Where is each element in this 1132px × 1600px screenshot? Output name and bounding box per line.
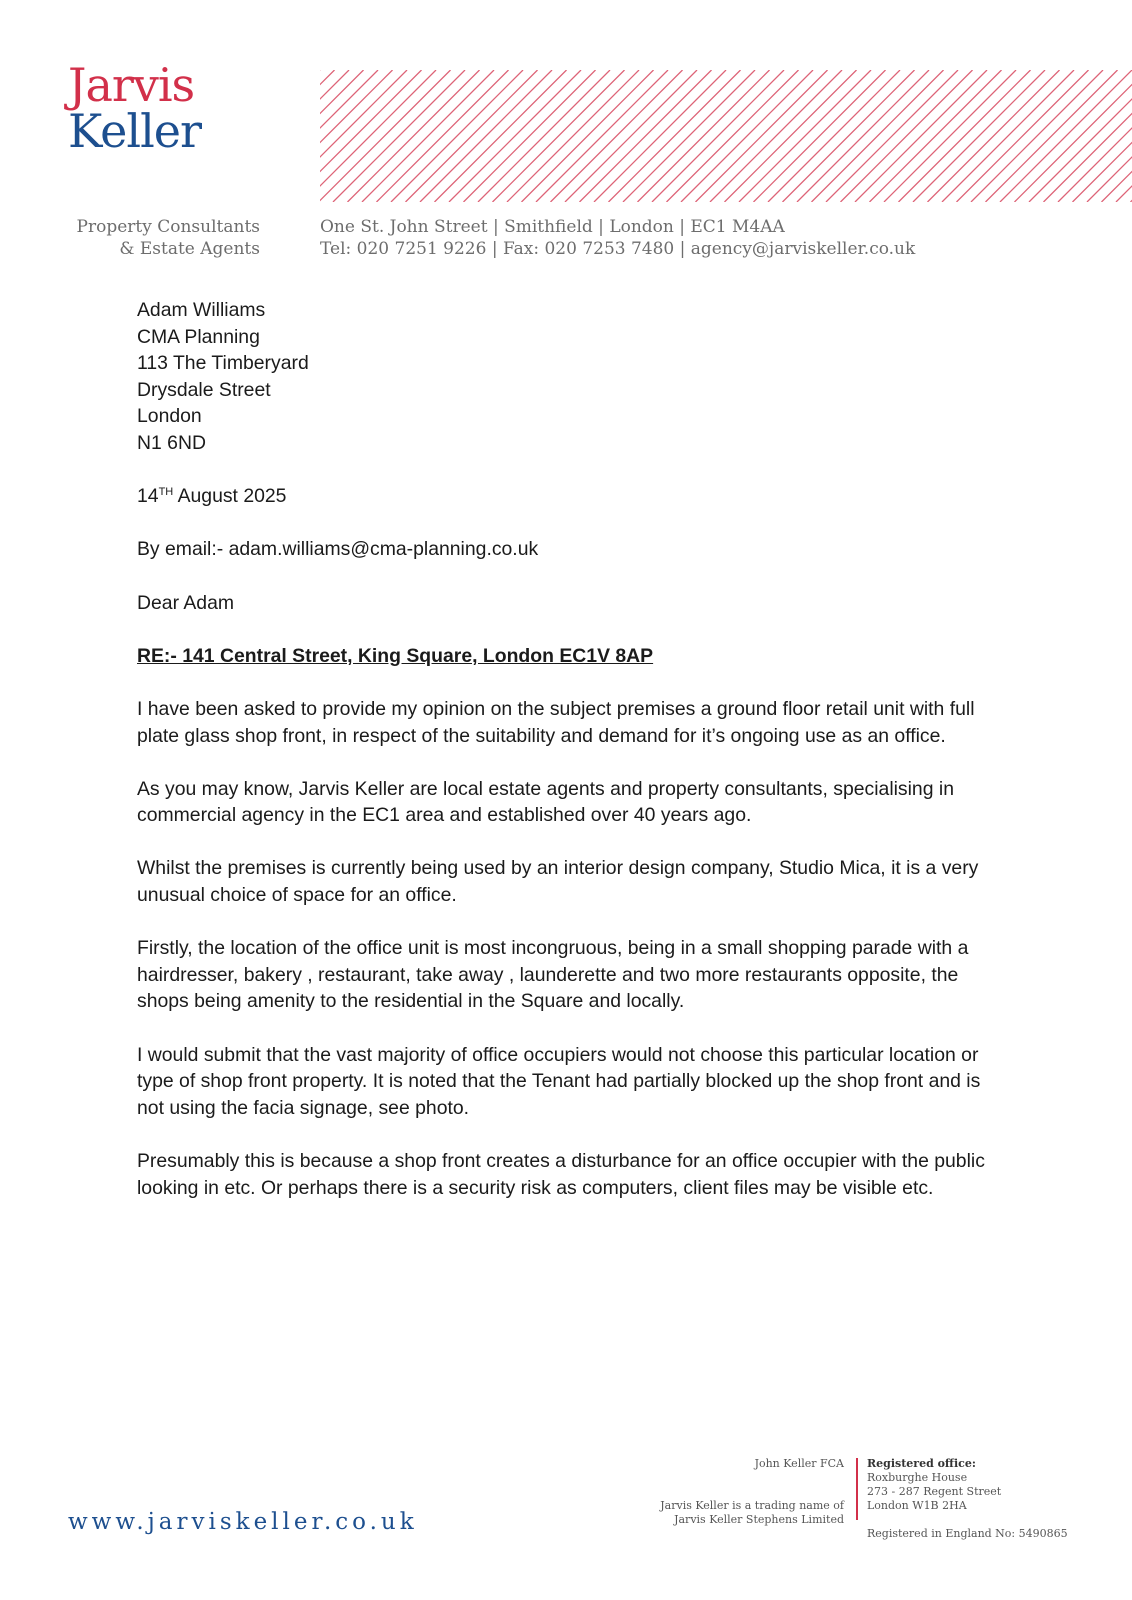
hatch-line <box>320 70 407 202</box>
hatch-line <box>913 70 1045 202</box>
hatch-line <box>420 70 552 202</box>
hatch-line <box>841 70 973 202</box>
hatch-line <box>899 70 1031 202</box>
company-logo <box>68 58 201 158</box>
body-paragraph: I have been asked to provide my opinion on the subject premises a ground floor retail unit with full plate glass shop front, in respect of the suitability and demand for it’s ongoing use as an office. <box>137 697 975 747</box>
hatch-line <box>464 70 596 202</box>
subject-line: RE:- 141 Central Street, King Square, London EC1V 8AP <box>137 644 654 667</box>
hatch-line <box>1000 70 1132 202</box>
hatch-line <box>333 70 465 202</box>
hatch-line <box>667 70 799 202</box>
hatch-line <box>609 70 741 202</box>
hatch-line <box>551 70 683 202</box>
hatch-line <box>1073 70 1132 202</box>
hatch-line <box>362 70 494 202</box>
logo-word-jarvis: Jarvis <box>68 58 195 112</box>
body-paragraph: Whilst the premises is currently being used by an interior design company, Studio Mica, it is a very unusual choice of space for an office. <box>137 857 979 907</box>
body-paragraph: Firstly, the location of the office unit is most incongruous, being in a small shopping parade with a hairdresser, bakery , restaurant, take away , launderette and two more restaurants opposite, the shops being amenity to the residential in the Square and locally. <box>137 937 969 1013</box>
date-rest: August 2025 <box>173 485 287 508</box>
hatch-line <box>884 70 1016 202</box>
hatch-line <box>493 70 625 202</box>
hatch-line <box>681 70 813 202</box>
footer-divider <box>856 1458 858 1520</box>
hatch-line <box>725 70 857 202</box>
hatch-line <box>478 70 610 202</box>
registered-office-line-2: 273 - 287 Regent Street <box>867 1485 1002 1498</box>
hatch-line <box>377 70 509 202</box>
hatch-line <box>1044 70 1132 202</box>
hatch-line <box>522 70 654 202</box>
tagline-line-2: & Estate Agents <box>119 239 260 259</box>
logo-word-keller: Keller <box>68 104 201 158</box>
hatch-line <box>928 70 1060 202</box>
email-line: By email:- adam.williams@cma-planning.co.uk <box>137 538 539 561</box>
hatch-line <box>391 70 523 202</box>
hatch-line <box>812 70 944 202</box>
footer-trading-line-2: Jarvis Keller Stephens Limited <box>674 1513 844 1526</box>
recipient-address <box>137 297 997 457</box>
diagonal-hatch-banner <box>320 70 1132 202</box>
hatch-line <box>826 70 958 202</box>
body-paragraph: As you may know, Jarvis Keller are local estate agents and property consultants, specialising in commercial agency in the EC1 area and established over 40 years ago. <box>137 777 954 827</box>
footer-director: John Keller FCA <box>754 1457 844 1470</box>
hatch-line <box>971 70 1103 202</box>
body-paragraph: I would submit that the vast majority of office occupiers would not choose this particular location or type of shop front property. It is noted that the Tenant had partially blocked up the shop front and is not using the facia signage, see photo. <box>137 1043 981 1119</box>
recipient-city: London <box>137 405 202 428</box>
letter-body <box>137 297 997 1228</box>
company-tagline <box>60 216 260 260</box>
hatch-line <box>638 70 770 202</box>
footer-company-info <box>600 1457 844 1527</box>
hatch-line <box>320 70 451 202</box>
hatch-line <box>754 70 886 202</box>
hatch-line <box>652 70 784 202</box>
recipient-postcode: N1 6ND <box>137 431 206 454</box>
hatch-line <box>623 70 755 202</box>
hatch-line <box>696 70 828 202</box>
footer-trading-line-1: Jarvis Keller is a trading name of <box>660 1499 844 1512</box>
hatch-line <box>594 70 726 202</box>
footer-spacer <box>600 1471 844 1499</box>
salutation: Dear Adam <box>137 591 234 614</box>
hatch-line <box>855 70 987 202</box>
hatch-line <box>348 70 480 202</box>
company-contact <box>320 216 915 260</box>
hatch-line <box>406 70 538 202</box>
date-suffix: TH <box>158 486 174 499</box>
recipient-street-1: 113 The Timberyard <box>137 352 309 375</box>
footer-registered-office <box>867 1457 1068 1541</box>
hatch-line <box>536 70 668 202</box>
registered-office-line-1: Roxburghe House <box>867 1471 968 1484</box>
body-paragraph: Presumably this is because a shop front creates a disturbance for an office occupier with the public looking in etc. Or perhaps there is a security risk as computers, client files may be visible etc. <box>137 1150 985 1199</box>
hatch-line <box>435 70 567 202</box>
date-day: 14 <box>137 485 159 508</box>
hatch-line <box>957 70 1089 202</box>
hatch-line <box>507 70 639 202</box>
hatch-line <box>783 70 915 202</box>
registered-office-heading: Registered office: <box>867 1457 976 1470</box>
tagline-line-1: Property Consultants <box>76 217 260 237</box>
hatch-line <box>942 70 1074 202</box>
hatch-line <box>986 70 1118 202</box>
registered-number: Registered in England No: 5490865 <box>867 1527 1068 1540</box>
company-address: One St. John Street | Smithfield | London | EC1 M4AA <box>320 217 785 237</box>
website-link[interactable]: www.jarviskeller.co.uk <box>68 1509 418 1535</box>
hatch-line <box>580 70 712 202</box>
hatch-line <box>797 70 929 202</box>
hatch-line <box>565 70 697 202</box>
hatch-line <box>768 70 900 202</box>
hatch-line <box>449 70 581 202</box>
company-phone-fax-email: Tel: 020 7251 9226 | Fax: 020 7253 7480 | agency@jarviskeller.co.uk <box>320 239 916 259</box>
hatch-line <box>739 70 871 202</box>
letter-date <box>137 483 997 510</box>
hatch-line <box>710 70 842 202</box>
recipient-name: Adam Williams <box>137 299 266 321</box>
registered-office-line-3: London W1B 2HA <box>867 1499 967 1512</box>
recipient-company: CMA Planning <box>137 325 260 348</box>
hatch-line <box>870 70 1002 202</box>
footer-spacer <box>867 1513 1068 1527</box>
hatch-line <box>1015 70 1132 202</box>
recipient-street-2: Drysdale Street <box>137 378 271 401</box>
